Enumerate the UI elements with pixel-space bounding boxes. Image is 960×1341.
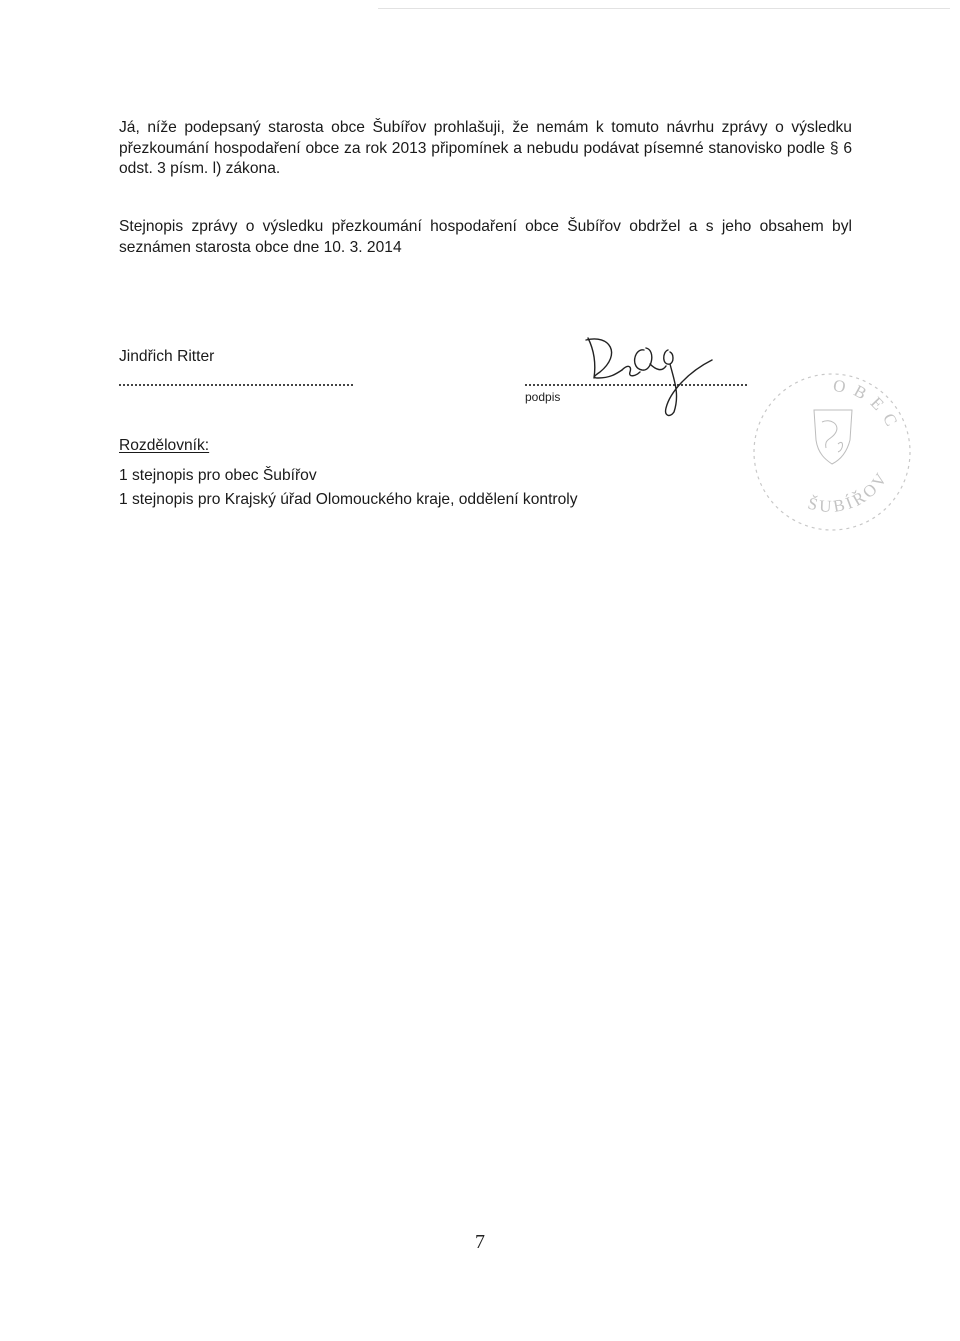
distribution-heading: Rozdělovník:: [119, 437, 210, 454]
distribution-item: 1 stejnopis pro Krajský úřad Olomouckého kraje, oddělení kontroly: [119, 491, 578, 508]
svg-text:ŠUBÍŘOV: [806, 467, 892, 516]
round-seal-stamp: [740, 340, 920, 550]
declaration-paragraph: Já, níže podepsaný starosta obce Šubířov prohlašuji, že nemám k tomuto návrhu zprávy o výsledku přezkoumání hospodaření obce za rok 2013 připomínek a nebudu podávat písemné stanovisko podle § 6 odst. 3 písm. l) zákona.: [119, 119, 852, 177]
distribution-item: 1 stejnopis pro obec Šubířov: [119, 467, 317, 484]
stamp-bottom-text: ŠUBÍŘOV: [805, 467, 893, 517]
signer-name: Jindřich Ritter: [119, 348, 215, 365]
page-number: 7: [475, 1231, 485, 1253]
handwritten-signature: [570, 320, 720, 420]
svg-text:OBEC: [832, 376, 905, 436]
distribution-list: [119, 464, 578, 512]
stamp-top-text: OBEC: [831, 375, 905, 437]
name-dotted-line: [119, 384, 353, 386]
signature-label: podpis: [525, 390, 561, 404]
copy-received-paragraph: Stejnopis zprávy o výsledku přezkoumání hospodaření obce Šubířov obdržel a s jeho obsahem byl seznámen starosta obce dne 10. 3. 2014: [119, 218, 852, 256]
scan-edge-line: [378, 8, 950, 9]
